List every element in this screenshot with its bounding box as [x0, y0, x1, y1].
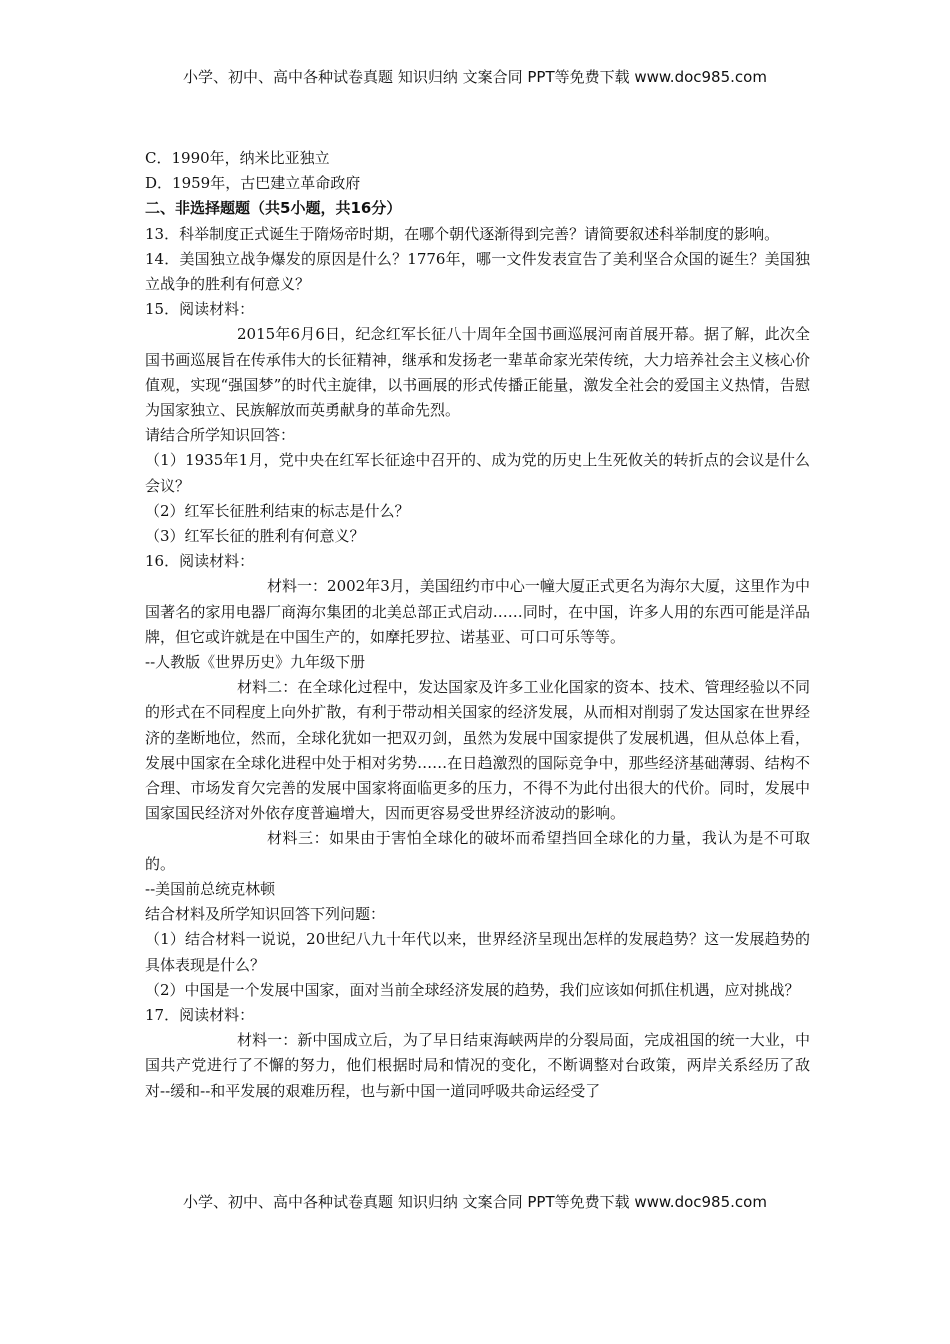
question-17-material1: 材料一：新中国成立后，为了早日结束海峡两岸的分裂局面，完成祖国的统一大业，中国共产党进行了不懈的努力，他们根据时局和情况的变化，不断调整对台政策，两岸关系经历了敌对--缓和--和平发展的艰难历程，也与新中国一道同呼吸共命运经受了 — [145, 1031, 810, 1100]
question-15-sub3: （3）红军长征的胜利有何意义？ — [145, 527, 365, 546]
option-c: C．1990年，纳米比亚独立 — [145, 149, 330, 167]
question-16-source1: --人教版《世界历史》九年级下册 — [145, 653, 366, 672]
section-title: 二、非选择题题（共5小题，共16分） — [145, 199, 402, 218]
question-13: 13．科举制度正式诞生于隋炀帝时期，在哪个朝代逐渐得到完善？请简要叙述科举制度的影响。 — [145, 224, 780, 243]
question-16-material2: 材料二：在全球化过程中，发达国家及许多工业化国家的资本、技术、管理经验以不同的形式在不同程度上向外扩散，有利于带动相关国家的经济发展，从而相对削弱了发达国家在世界经济的垄断地位，然而，全球化犹如一把双刃剑，虽然为发展中国家提供了发展机遇，但从总体上看，发展中国家在全球化进程中处于相对劣势……在日趋激烈的国际竞争中，那些经济基础薄弱、结构不合理、市场发育欠完善的发展中国家将面临更多的压力，不得不为此付出很大的代价。同时，发展中国家国民经济对外依存度普遍增大，因而更容易受世界经济波动的影响。 — [145, 678, 810, 823]
question-16-label: 16．阅读材料： — [145, 552, 255, 571]
question-16-sub2: （2）中国是一个发展中国家，面对当前全球经济发展的趋势，我们应该如何抓住机遇，应对挑战？ — [145, 980, 800, 999]
question-15-label: 15．阅读材料： — [145, 300, 255, 319]
page-footer: 小学、初中、高中各种试卷真题 知识归纳 文案合同 PPT等免费下载 www.doc985.com — [183, 1193, 767, 1211]
question-15-prompt: 请结合所学知识回答： — [145, 426, 296, 445]
option-d: D．1959年，古巴建立革命政府 — [145, 174, 361, 193]
document-body — [145, 146, 810, 1104]
question-15-sub1: （1）1935年1月，党中央在红军长征途中召开的、成为党的历史上生死攸关的转折点的会议是什么会议？ — [145, 451, 810, 495]
question-16-prompt: 结合材料及所学知识回答下列问题： — [145, 905, 386, 924]
question-14: 14．美国独立战争爆发的原因是什么？1776年，哪一文件发表宣告了美利坚合众国的诞生？美国独立战争的胜利有何意义？ — [145, 249, 810, 294]
question-15-material: 2015年6月6日，纪念红军长征八十周年全国书画巡展河南首展开幕。据了解，此次全国书画巡展旨在传承伟大的长征精神，继承和发扬老一辈革命家光荣传统，大力培养社会主义核心价值观，实现“强国梦”的时代主旋律，以书画展的形式传播正能量，激发全社会的爱国主义热情，告慰为国家独立、民族解放而英勇献身的革命先烈。 — [145, 325, 810, 420]
question-15-sub2: （2）红军长征胜利结束的标志是什么？ — [145, 501, 410, 520]
question-16-material1: 材料一：2002年3月，美国纽约市中心一幢大厦正式更名为海尔大厦，这里作为中国著名的家用电器厂商海尔集团的北美总部正式启动……同时，在中国，许多人用的东西可能是洋品牌，但它或许就是在中国生产的，如摩托罗拉、诺基亚、可口可乐等等。 — [145, 577, 810, 646]
question-16-sub1: （1）结合材料一说说，20世纪八九十年代以来，世界经济呈现出怎样的发展趋势？这一发展趋势的具体表现是什么？ — [145, 930, 810, 974]
question-16-material3: 材料三：如果由于害怕全球化的破坏而希望挡回全球化的力量，我认为是不可取的。 — [145, 829, 810, 873]
question-16-source3: --美国前总统克林顿 — [145, 879, 276, 898]
page-header: 小学、初中、高中各种试卷真题 知识归纳 文案合同 PPT等免费下载 www.doc985.com — [183, 68, 767, 86]
question-17-label: 17．阅读材料： — [145, 1005, 255, 1024]
